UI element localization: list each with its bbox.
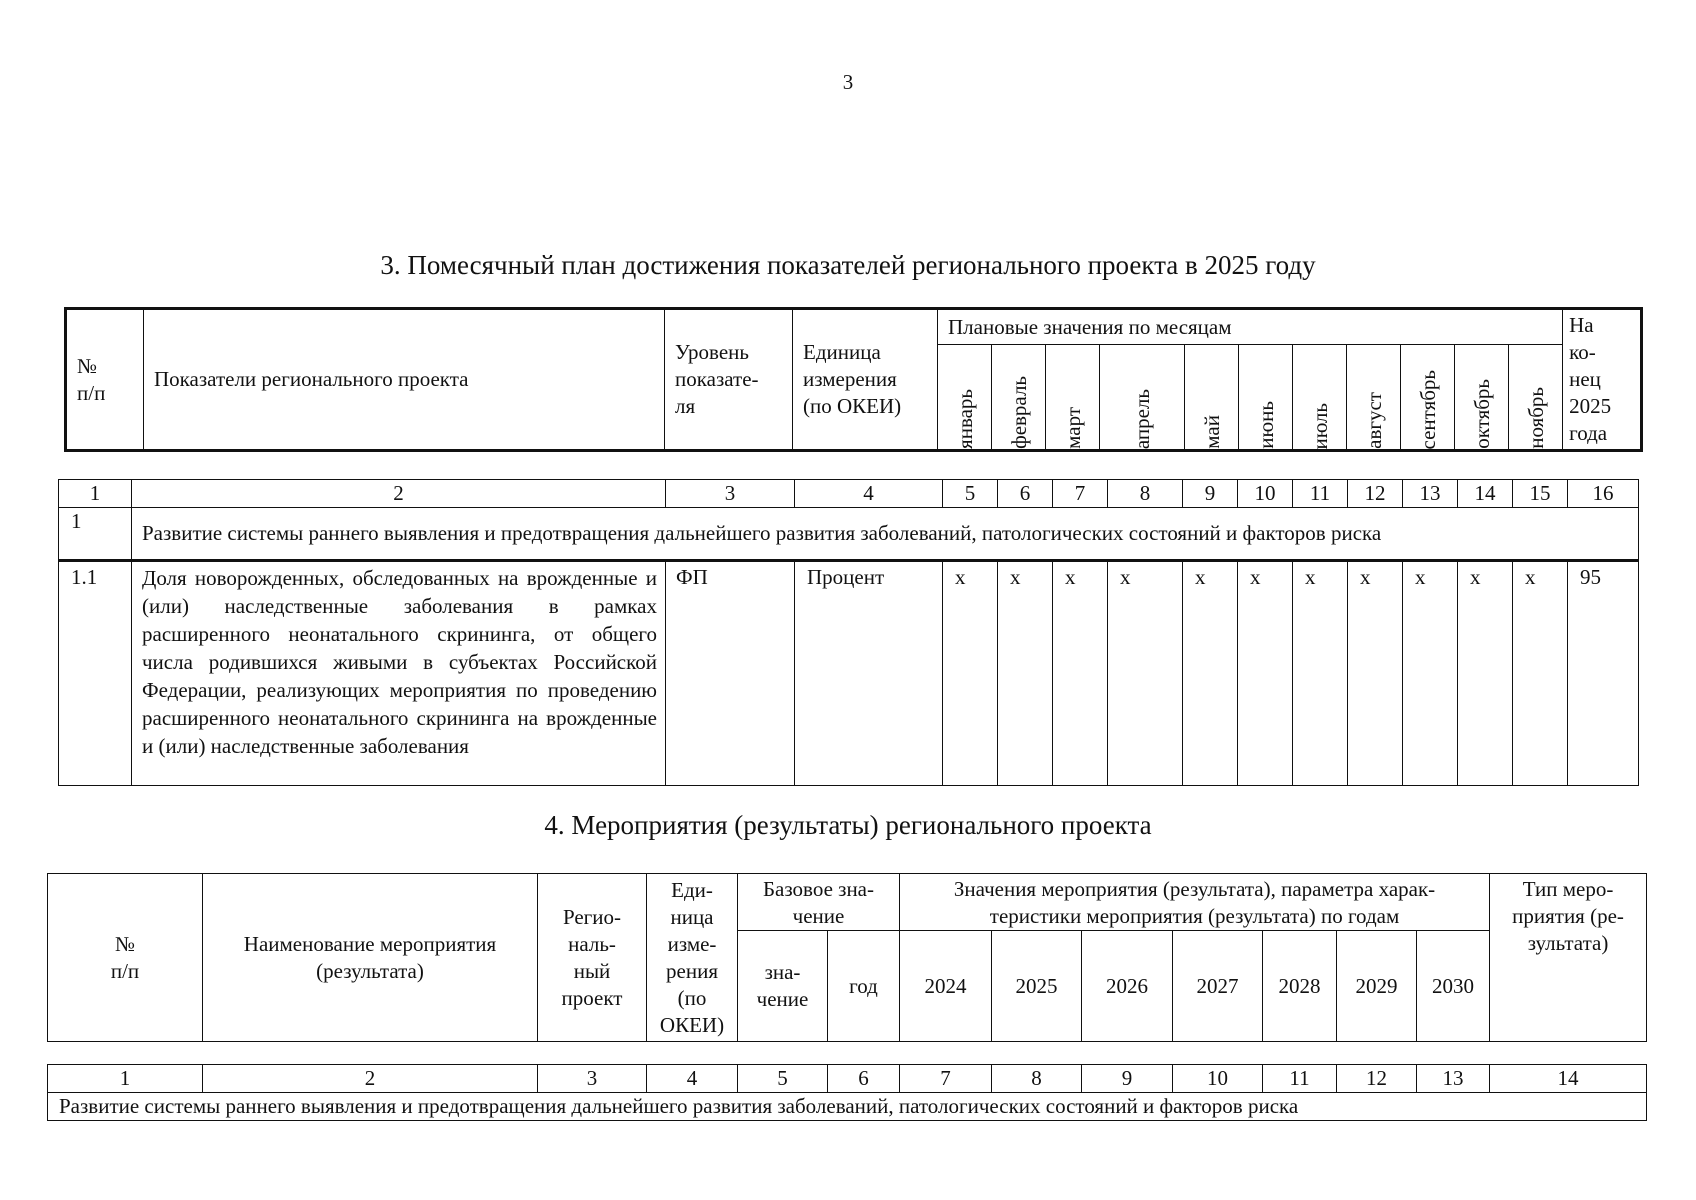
col-num: 6: [998, 480, 1053, 508]
row-month-value: х: [1183, 561, 1238, 786]
header-unit: Еди- ница изме- рения (по ОКЕИ): [647, 874, 738, 1042]
col-num: 16: [1568, 480, 1639, 508]
group-row: [48, 1093, 1647, 1121]
col-num: 8: [992, 1065, 1082, 1093]
row-month-value: х: [943, 561, 998, 786]
col-num: 2: [203, 1065, 538, 1093]
section3-title: 3. Помесячный план достижения показателей регионального проекта в 2025 году: [380, 250, 1316, 280]
header-indicators: Показатели регионального проекта: [144, 309, 665, 451]
indicator-row: [59, 561, 1639, 786]
col-num: 3: [538, 1065, 647, 1093]
header-year-2029: 2029: [1337, 931, 1417, 1042]
section4-title: 4. Мероприятия (результаты) регионального проекта: [544, 810, 1152, 840]
month-march: март: [1046, 345, 1100, 451]
activities-header-table: [47, 873, 1647, 1042]
row-num: 1.1: [59, 561, 132, 786]
column-number-row: [59, 480, 1639, 508]
header-year-2025: 2025: [992, 931, 1082, 1042]
month-july: июль: [1293, 345, 1347, 451]
col-num: 14: [1458, 480, 1513, 508]
monthly-plan-header-table: [64, 307, 1643, 452]
month-february: февраль: [992, 345, 1046, 451]
header-regional-project: Регио- наль- ный проект: [538, 874, 647, 1042]
page-number: 3: [842, 70, 854, 94]
month-may: май: [1185, 345, 1239, 451]
row-month-value: х: [1293, 561, 1348, 786]
header-num: № п/п: [48, 874, 203, 1042]
row-month-value: х: [1108, 561, 1183, 786]
col-num: 5: [943, 480, 998, 508]
header-year-2026: 2026: [1082, 931, 1173, 1042]
header-values-by-year: Значения мероприятия (результата), параметра харак- теристики мероприятия (результата) по годам: [900, 874, 1490, 931]
col-num: 13: [1403, 480, 1458, 508]
row-indicator: Доля новорожденных, обследованных на врожденные и (или) наследственные заболевания в рамках расширенного неонатального скрининга, от общего числа родившихся живыми в субъектах Российской Федерации, реализующих мероприятия по проведению расширенного неонатального скрининга на врожденные и (или) наследственные заболевания: [132, 561, 666, 786]
row-month-value: х: [1238, 561, 1293, 786]
month-october: октябрь: [1455, 345, 1509, 451]
col-num: 12: [1337, 1065, 1417, 1093]
col-num: 13: [1417, 1065, 1490, 1093]
row-unit: Процент: [795, 561, 943, 786]
col-num: 11: [1293, 480, 1348, 508]
col-num: 14: [1490, 1065, 1647, 1093]
header-year-2030: 2030: [1417, 931, 1490, 1042]
col-num: 8: [1108, 480, 1183, 508]
col-num: 9: [1082, 1065, 1173, 1093]
monthly-plan-body-table: [58, 479, 1639, 786]
header-year-2024: 2024: [900, 931, 992, 1042]
header-base-value: Базовое зна- чение: [738, 874, 900, 931]
month-january: январь: [938, 345, 992, 451]
col-num: 10: [1173, 1065, 1263, 1093]
row-month-value: х: [998, 561, 1053, 786]
month-september: сентябрь: [1401, 345, 1455, 451]
group-row: [59, 508, 1639, 561]
row-end-of-year-value: 95: [1568, 561, 1639, 786]
header-base-value-value: зна- чение: [738, 931, 828, 1042]
header-year-2027: 2027: [1173, 931, 1263, 1042]
header-base-value-year: год: [828, 931, 900, 1042]
row-level: ФП: [666, 561, 795, 786]
month-april: апрель: [1100, 345, 1185, 451]
row-month-value: х: [1348, 561, 1403, 786]
col-num: 15: [1513, 480, 1568, 508]
group-row-title: Развитие системы раннего выявления и предотвращения дальнейшего развития заболеваний, патологических состояний и факторов риска: [48, 1093, 1647, 1121]
col-num: 10: [1238, 480, 1293, 508]
header-level: Уровень показате- ля: [665, 309, 793, 451]
group-row-num: 1: [59, 508, 132, 561]
col-num: 5: [738, 1065, 828, 1093]
col-num: 7: [1053, 480, 1108, 508]
col-num: 1: [48, 1065, 203, 1093]
header-activity-name: Наименование мероприятия (результата): [203, 874, 538, 1042]
header-activity-type: Тип меро- приятия (ре- зультата): [1490, 874, 1647, 1042]
col-num: 4: [647, 1065, 738, 1093]
col-num: 9: [1183, 480, 1238, 508]
group-row-title: Развитие системы раннего выявления и предотвращения дальнейшего развития заболеваний, патологических состояний и факторов риска: [132, 508, 1639, 561]
column-number-row: [48, 1065, 1647, 1093]
row-month-value: х: [1053, 561, 1108, 786]
col-num: 1: [59, 480, 132, 508]
header-unit: Единица измерения (по ОКЕИ): [793, 309, 938, 451]
header-num: № п/п: [66, 309, 144, 451]
header-end-of-year: На ко- нец 2025 года: [1563, 309, 1642, 451]
col-num: 12: [1348, 480, 1403, 508]
col-num: 3: [666, 480, 795, 508]
col-num: 11: [1263, 1065, 1337, 1093]
row-month-value: х: [1513, 561, 1568, 786]
col-num: 6: [828, 1065, 900, 1093]
col-num: 7: [900, 1065, 992, 1093]
row-month-value: х: [1403, 561, 1458, 786]
header-year-2028: 2028: [1263, 931, 1337, 1042]
row-month-value: х: [1458, 561, 1513, 786]
col-num: 2: [132, 480, 666, 508]
month-august: август: [1347, 345, 1401, 451]
month-november: ноябрь: [1509, 345, 1563, 451]
col-num: 4: [795, 480, 943, 508]
month-june: июнь: [1239, 345, 1293, 451]
activities-body-table: [47, 1064, 1647, 1121]
header-planned-values: Плановые значения по месяцам: [938, 309, 1563, 345]
